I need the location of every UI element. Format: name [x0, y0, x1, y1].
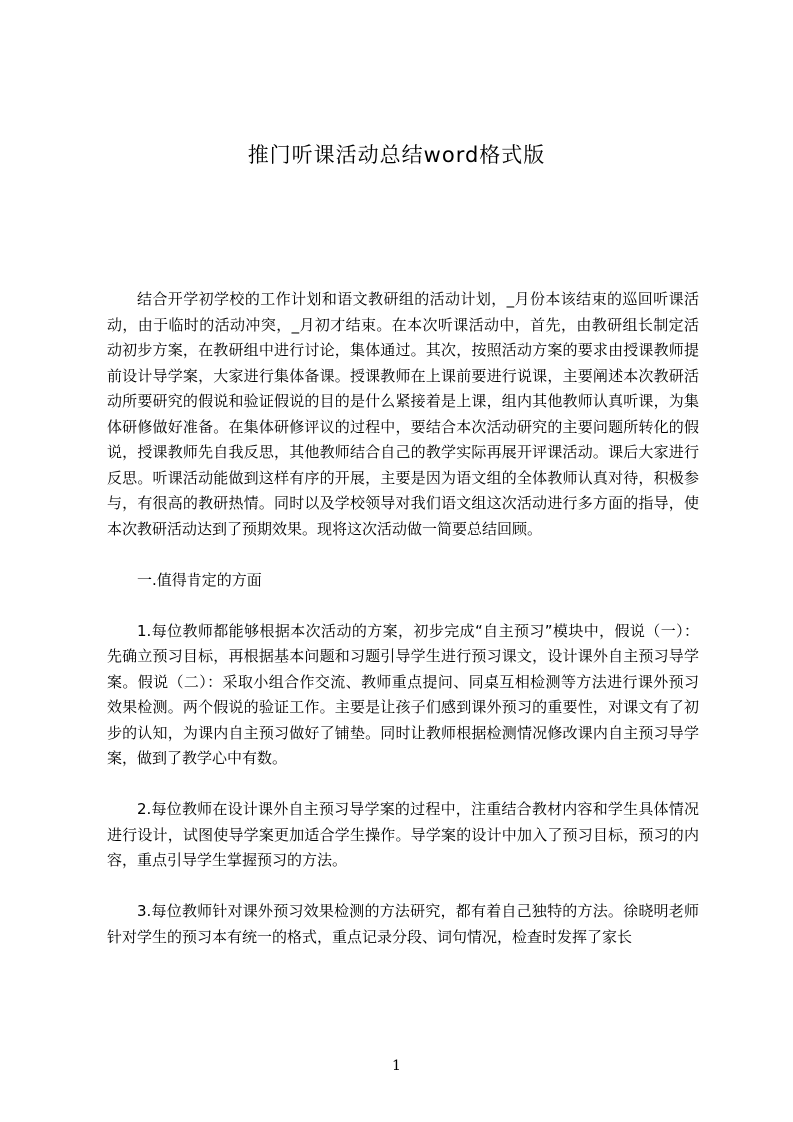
section-heading: 一.值得肯定的方面	[137, 570, 262, 589]
list-item-1: 1.每位教师都能够根据本次活动的方案，初步完成“自主预习”模块中，假说（一）：先确立预习目标，再根据基本问题和习题引导学生进行预习课文，设计课外自主预习导学案。假说（二）：采取小组合作交流、教师重点提问、同桌互相检测等方法进行课外预习效果检测。两个假说的验证工作。主要是让孩子们感到课外预习的重要性，对课文有了初步的认知，为课内自主预习做好了铺垫。同时让教师根据检测情况修改课内自主预习导学案，做到了教学心中有数。	[107, 621, 699, 767]
list-item-2: 2.每位教师在设计课外自主预习导学案的过程中，注重结合教材内容和学生具体情况进行设计，试图使导学案更加适合学生操作。导学案的设计中加入了预习目标，预习的内容，重点引导学生掌握预习的方法。	[107, 800, 699, 869]
document-body	[107, 287, 699, 976]
document-title: 推门听课活动总结word格式版	[247, 143, 546, 167]
page-number: 1	[392, 1058, 401, 1074]
intro-paragraph: 结合开学初学校的工作计划和语文教研组的活动计划，_月份本该结束的巡回听课活动，由于临时的活动冲突，_月初才结束。在本次听课活动中，首先，由教研组长制定活动初步方案，在教研组中进行讨论，集体通过。其次，按照活动方案的要求由授课教师提前设计导学案，大家进行集体备课。授课教师在上课前要进行说课，主要阐述本次教研活动所要研究的假说和验证假说的目的是什么紧接着是上课，组内其他教师认真听课，为集体研修做好准备。在集体研修评议的过程中，要结合本次活动研究的主要问题所转化的假说，授课教师先自我反思，其他教师结合自己的教学实际再展开评课活动。课后大家进行反思。听课活动能做到这样有序的开展，主要是因为语文组的全体教师认真对待，积极参与，有很高的教研热情。同时以及学校领导对我们语文组这次活动进行多方面的指导，使本次教研活动达到了预期效果。现将这次活动做一简要总结回顾。	[107, 290, 699, 538]
list-item-3: 3.每位教师针对课外预习效果检测的方法研究，都有着自己独特的方法。徐晓明老师针对学生的预习本有统一的格式，重点记录分段、词句情况，检查时发挥了家长	[107, 902, 699, 946]
